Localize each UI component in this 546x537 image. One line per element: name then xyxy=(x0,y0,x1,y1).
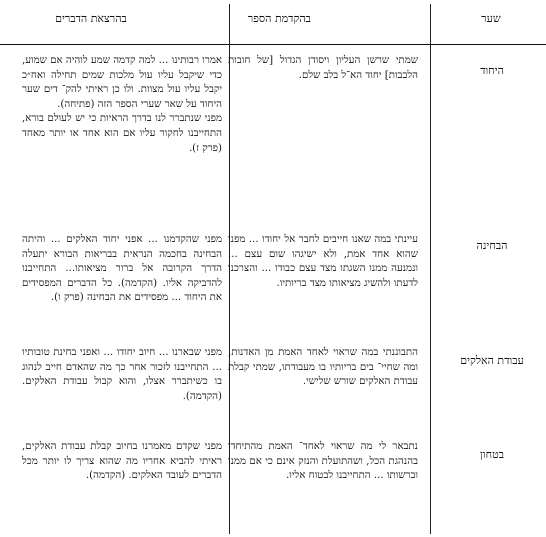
row-gate: עבודת האלקים xyxy=(460,354,524,367)
row-lectures xyxy=(22,233,222,306)
header-gate: שער xyxy=(481,12,501,25)
row-intro: שמתי שרשן העליון ויסודן הגדול [של חובות הלבבות] יחוד הא־ל בלב שלם. xyxy=(228,55,418,81)
table-header xyxy=(0,0,546,45)
row-lectures xyxy=(22,54,222,156)
lecture-paragraph: מפני שבארנו ... חיוב יחודו ... ואפני בחינת טובותיו ... התחייבנו לזכור אחר כך מה שהאדם חייב לנהוג בו כשיתברר אצלו, והוא קבול עבודת האלקים. (הקדמה). xyxy=(22,347,222,402)
row-lectures xyxy=(22,440,222,484)
column-divider-right xyxy=(430,4,431,534)
header-lectures: בהרצאת הדברים xyxy=(55,12,127,25)
header-intro: בהקדמת הספר xyxy=(247,12,311,25)
row-intro: התבוננתי במה שראוי לאחד האמת מן האדנות, ומה שחיי־ בים בריותיו בו מעבודתו, שמתי קבלת עבודת האלקים שורש שלישי. xyxy=(228,347,418,388)
lecture-paragraph: מפני שהקדמנו ... אפני יחוד האלקים ... והיתה הבחינה בחכמה הנראית בבריאות הבורא יתעלה הדרך הקרובה אל ברור מציאותו... התחייבנו להדביקה אליו. (הקדמה). כל הדברים המפסידים את היחוד ... מפסידים את הבחינה (פרק ו). xyxy=(22,234,222,304)
row-intro: עיינתי במה שאנו חייבים לחבר אל יחודו ... מפני שהוא אחד אמת, ולא ישיגהו שום עצם ... ונמנעה ממנו השגתו מצד עצם כבודו ... והצרכנו לדעתו ולהשיג מציאותו מצד בריותיו. xyxy=(228,234,418,289)
lecture-paragraph: מפני שנתברר לנו בדרך הראיות כי יש לעולם בורא, התחייבנו לחקור עליו אם הוא אחד או יותר מאחד (פרק ז). xyxy=(22,113,222,154)
row-gate: הבחינה xyxy=(476,239,508,252)
row-gate: בטחון xyxy=(479,448,505,461)
row-gate: היחוד xyxy=(480,64,504,77)
row-intro: נתבאר לי מה שראוי לאחד־ האמת מהתיחדו בהנהגת הכל, ושהתועלת והנזק אינם כי אם ממנו וברשותו ... התחייבנו לבטוח אליו. xyxy=(228,441,418,482)
lecture-paragraph: אמרו רבותינו ... למה קדמה שמע לוהיה אם שמוע, כדי שיקבל עליו עול מלכות שמים תחילה ואח״כ יקבל עליו עול מצוות. ולו כן ראיתי להק־ דים שער היחוד על שאר שערי הספר הזה (פתיחה). xyxy=(22,55,222,110)
row-lectures xyxy=(22,346,222,404)
lecture-paragraph: מפני שקדם מאמרנו בחיוב קבלת עבודת האלקים, ראיתי להביא אחריו מה שהוא צריך לו יותר מכל הדברים לעובד האלקים. (הקדמה). xyxy=(22,441,222,482)
